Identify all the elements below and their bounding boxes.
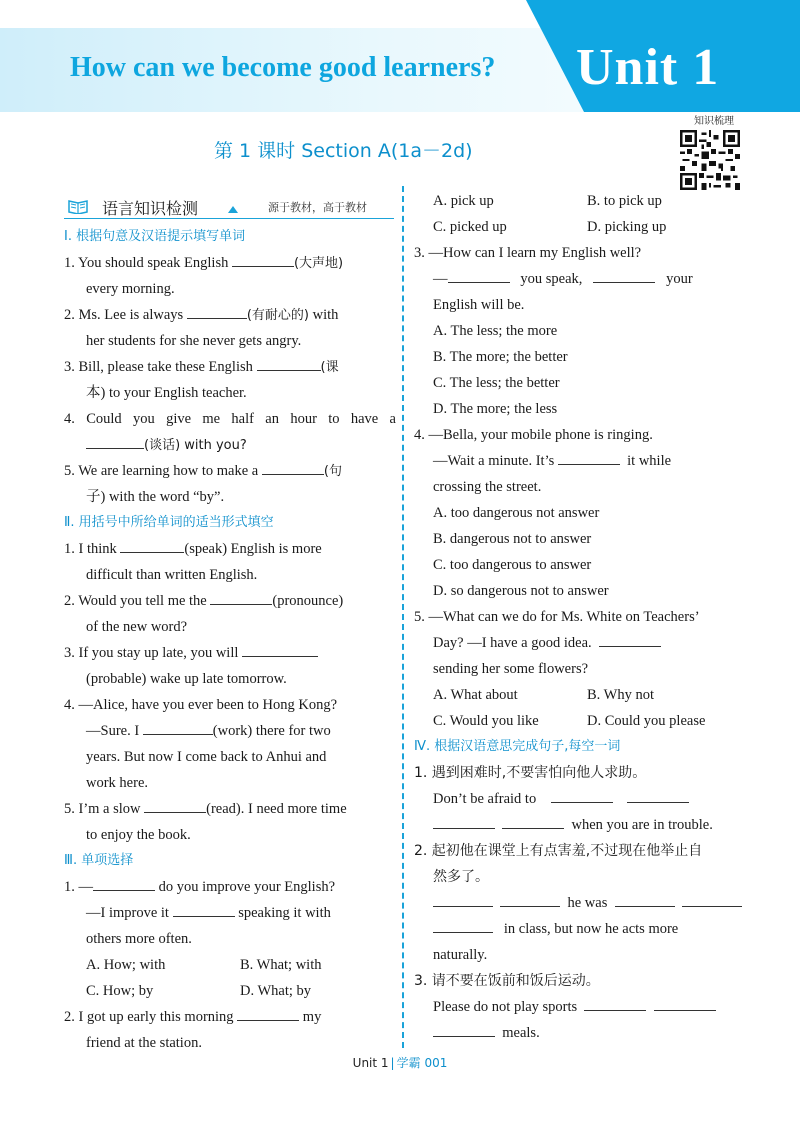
p1-q3-line1: 3. Bill, please take these English (课 (64, 359, 339, 375)
column-divider (402, 186, 404, 1048)
blank[interactable] (551, 789, 613, 803)
footer-separator: | (390, 1056, 395, 1070)
section-title: 语言知识检测 (102, 199, 199, 218)
option-d[interactable]: D. picking up (587, 219, 667, 235)
blank[interactable] (500, 893, 560, 907)
option-c[interactable]: C. How; by (86, 983, 154, 999)
part-2-title: Ⅱ. 用括号中所给单词的适当形式填空 (64, 515, 274, 530)
part-1-title: Ⅰ. 根据句意及汉语提示填写单词 (64, 229, 246, 244)
option-c[interactable]: C. picked up (433, 219, 507, 235)
blank[interactable] (242, 643, 318, 657)
open-book-icon (68, 198, 88, 214)
blank[interactable] (433, 893, 493, 907)
p4-q2-chinese-1: 2. 起初他在课堂上有点害羞,不过现在他举止自 (414, 843, 703, 859)
p3-q3-opt-a[interactable]: A. The less; the more (433, 323, 558, 339)
section-header (64, 188, 396, 222)
p3-q4-line3: crossing the street. (433, 479, 542, 495)
p3-q3-opt-b[interactable]: B. The more; the better (433, 349, 568, 365)
page-footer (0, 1054, 800, 1071)
blank[interactable] (93, 877, 155, 891)
blank[interactable] (433, 919, 493, 933)
blank[interactable] (615, 893, 675, 907)
p2-q1-line2: difficult than written English. (86, 567, 258, 583)
part-3-title: Ⅲ. 单项选择 (64, 853, 134, 868)
p3-q3-opt-c[interactable]: C. The less; the better (433, 375, 560, 391)
lesson-title: 第 1 课时 Section A(1a－2d) (214, 140, 473, 162)
p3-q2-line1: 2. I got up early this morning my (64, 1009, 322, 1025)
blank[interactable] (627, 789, 689, 803)
p3-q3-line3: English will be. (433, 297, 525, 313)
p2-q4-line1: 4. —Alice, have you ever been to Hong Kong? (64, 697, 338, 713)
option-d[interactable]: D. Could you please (587, 713, 706, 729)
p3-q4-line2: —Wait a minute. It’s it while (433, 453, 672, 469)
p2-q5-line1: 5. I’m a slow (read). I need more time (64, 801, 347, 817)
blank[interactable] (433, 815, 495, 829)
p4-q3-line2: Please do not play sports (414, 994, 740, 1020)
p3-q2-opts-cd (414, 214, 740, 240)
p4-q2-chinese-2: 然多了。 (433, 869, 489, 885)
section-subtitle: 源于教材，高于教材 (268, 201, 367, 214)
p3-q4-opt-d[interactable]: D. so dangerous not to answer (433, 583, 609, 599)
p2-q3-line1: 3. If you stay up late, you will (64, 640, 396, 666)
page-header (0, 0, 800, 112)
qr-code-icon[interactable] (680, 130, 740, 190)
p3-q3-line2: — you speak, your (433, 271, 693, 287)
option-c[interactable]: C. Would you like (433, 713, 539, 729)
p3-q3-opt-d[interactable]: D. The more; the less (433, 401, 558, 417)
p4-q2-line5: naturally. (433, 947, 488, 963)
blank[interactable] (433, 1023, 495, 1037)
blank[interactable] (654, 997, 716, 1011)
option-a[interactable]: A. pick up (433, 193, 494, 209)
option-b[interactable]: B. to pick up (587, 193, 662, 209)
option-b[interactable]: B. Why not (587, 687, 654, 703)
p3-q5-line3: sending her some flowers? (433, 661, 589, 677)
footer-unit: Unit 1 (352, 1056, 389, 1070)
p3-q1-opts-ab (64, 952, 396, 978)
p4-q3-line3: meals. (414, 1020, 740, 1046)
p3-q3-line1: 3. —How can I learn my English well? (414, 245, 642, 261)
p1-q3-line2: 本) to your English teacher. (86, 385, 247, 401)
p4-q1-line3: when you are in trouble. (414, 812, 740, 838)
blank[interactable] (584, 997, 646, 1011)
left-column (64, 188, 396, 1056)
p3-q4-opt-a[interactable]: A. too dangerous not answer (433, 505, 600, 521)
footer-brand: 学霸 (396, 1056, 421, 1070)
p3-q5-line1: 5. —What can we do for Ms. White on Teachers’ (414, 609, 700, 625)
blank[interactable] (187, 305, 247, 319)
p3-q2-line2: friend at the station. (86, 1035, 202, 1051)
blank[interactable] (143, 721, 213, 735)
section-underline (64, 218, 394, 219)
option-b[interactable]: B. What; with (240, 957, 322, 973)
blank[interactable] (86, 435, 144, 449)
p1-q2-line1: 2. Ms. Lee is always (有耐心的) with (64, 307, 339, 323)
p3-q2-opts-ab (414, 188, 740, 214)
blank[interactable] (262, 461, 324, 475)
p3-q5-opts-cd (414, 708, 740, 734)
p3-q1-opts-cd (64, 978, 396, 1004)
p2-q1-line1: 1. I think (speak) English is more (64, 541, 322, 557)
blank[interactable] (210, 591, 272, 605)
p3-q5-opts-ab (414, 682, 740, 708)
blank[interactable] (173, 903, 235, 917)
qr-label: 知识梳理 (694, 116, 734, 127)
p2-q2-line2: of the new word? (86, 619, 188, 635)
unit-label: Unit 1 (576, 39, 720, 96)
p2-q5-line2: to enjoy the book. (86, 827, 191, 843)
p1-q1-line2: every morning. (86, 281, 175, 297)
p3-q1-line1: 1. — do you improve your English? (64, 879, 336, 895)
blank[interactable] (120, 539, 184, 553)
option-d[interactable]: D. What; by (240, 983, 312, 999)
page-number: 001 (424, 1056, 448, 1070)
p3-q1-line2: —I improve it speaking it with (86, 905, 331, 921)
unit-question-title: How can we become good learners? (70, 52, 496, 83)
blank[interactable] (558, 451, 620, 465)
p4-q2-line3: he was (414, 890, 740, 916)
p3-q4-opt-b[interactable]: B. dangerous not to answer (433, 531, 592, 547)
right-column (414, 188, 740, 1046)
p1-q2-line2: her students for she never gets angry. (86, 333, 302, 349)
p1-q5-line1: 5. We are learning how to make a (句 (64, 463, 342, 479)
p2-q4-line3: years. But now I come back to Anhui and (86, 749, 327, 765)
p4-q1-line2: Don’t be afraid to (414, 786, 740, 812)
p1-q5-line2: 子) with the word “by”. (86, 489, 225, 505)
blank[interactable] (599, 633, 661, 647)
blank[interactable] (448, 269, 510, 283)
blank[interactable] (257, 357, 321, 371)
p3-q1-line3: others more often. (86, 931, 192, 947)
blank[interactable] (682, 893, 742, 907)
blank[interactable] (237, 1007, 299, 1021)
p2-q4-line4: work here. (86, 775, 149, 791)
triangle-marker-icon (228, 206, 238, 213)
p2-q4-line2: —Sure. I (work) there for two (86, 723, 331, 739)
p3-q5-line2: Day? —I have a good idea. (414, 630, 740, 656)
p3-q4-opt-c[interactable]: C. too dangerous to answer (433, 557, 592, 573)
p2-q2-line1: 2. Would you tell me the (pronounce) (64, 593, 344, 609)
p1-q4-line2: (谈话) with you? (64, 432, 396, 458)
blank[interactable] (593, 269, 655, 283)
option-a[interactable]: A. How; with (86, 957, 166, 973)
blank[interactable] (144, 799, 206, 813)
blank[interactable] (502, 815, 564, 829)
p2-q3-line2: (probable) wake up late tomorrow. (86, 671, 287, 687)
option-a[interactable]: A. What about (433, 687, 518, 703)
blank[interactable] (232, 253, 294, 267)
p3-q4-line1: 4. —Bella, your mobile phone is ringing. (414, 427, 653, 443)
p1-q4-line1: 4. Could you give me half an hour to have a (64, 411, 396, 427)
p1-q1-line1: 1. You should speak English (大声地) (64, 255, 344, 271)
p4-q3-chinese: 3. 请不要在饭前和饭后运动。 (414, 973, 600, 989)
p4-q1-chinese: 1. 遇到困难时,不要害怕向他人求助。 (414, 765, 647, 781)
part-4-title: Ⅳ. 根据汉语意思完成句子,每空一词 (414, 739, 621, 754)
p4-q2-line4: in class, but now he acts more (414, 916, 740, 942)
